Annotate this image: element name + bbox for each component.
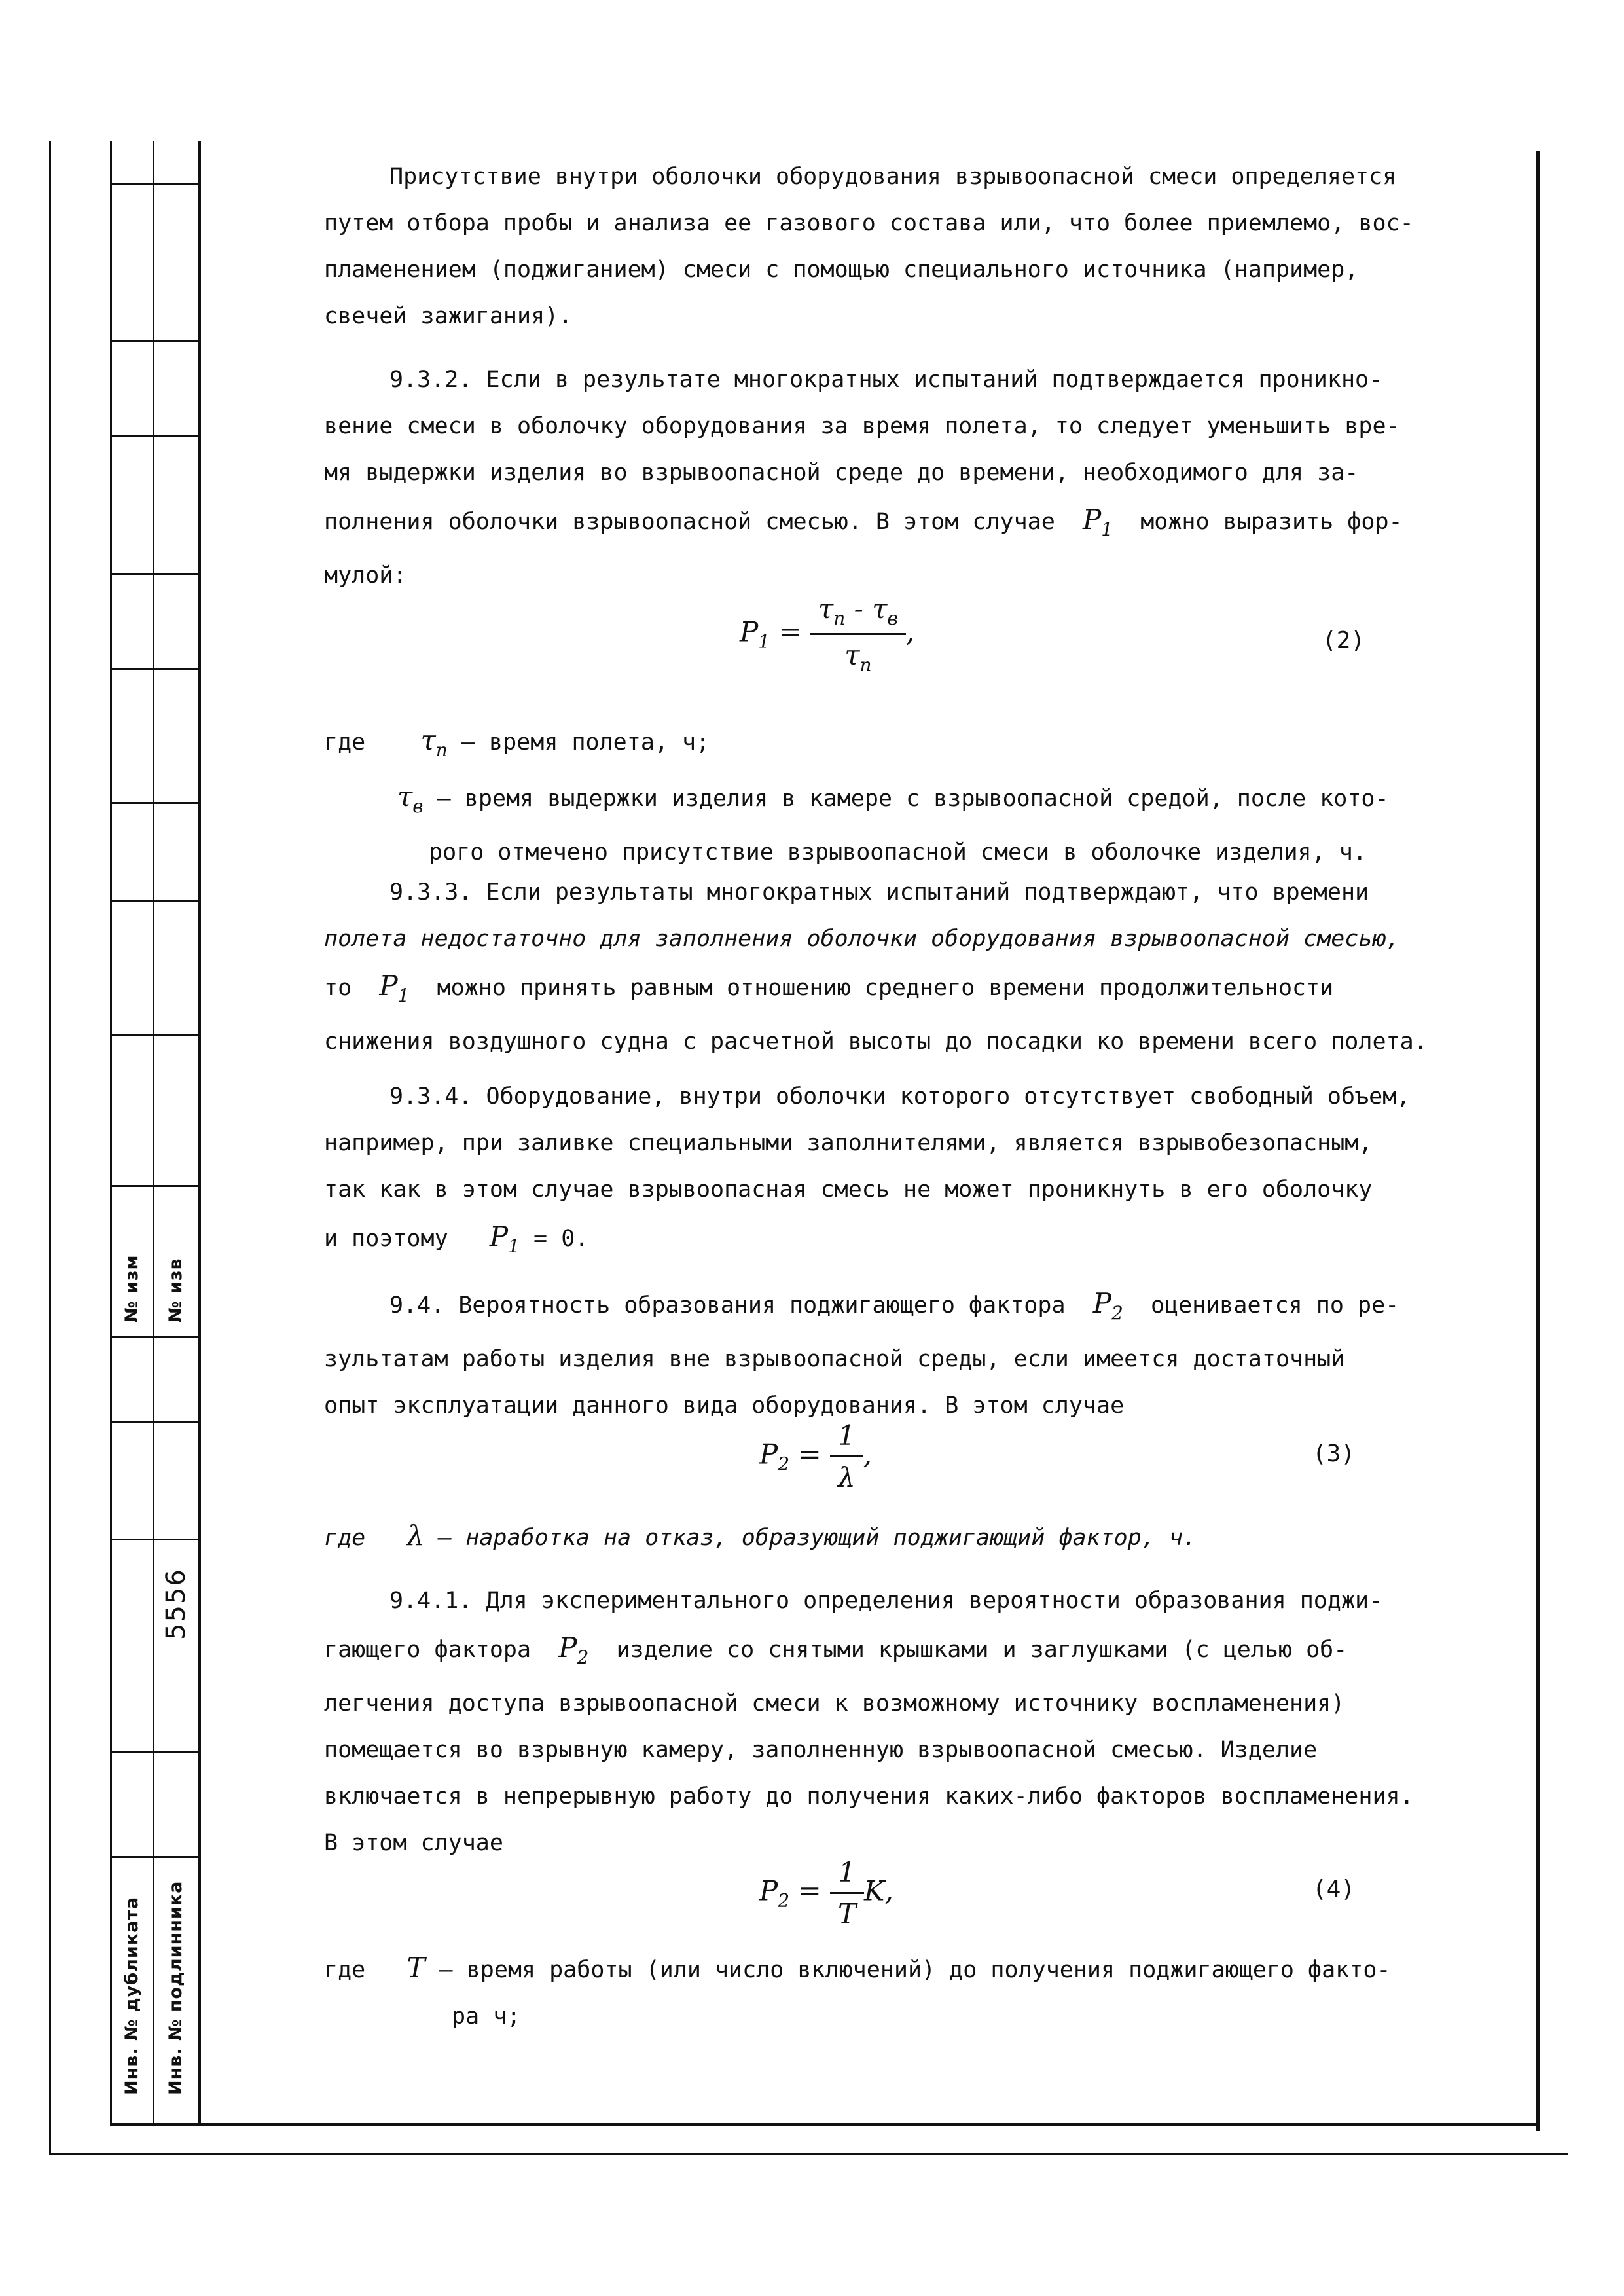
text-line: и поэтому $P_1 = 0$. [324,1220,589,1257]
paragraph-9-4-1 [324,1578,1483,1867]
text-line: $\tau_в$ – время выдержки изделия в камере с взрывоопасной средой, после кото- [397,780,1389,817]
paragraph-9-4 [324,1280,1483,1429]
text-line: снижения воздушного судна с расчетной высоты до посадки ко времени всего полета. [324,1029,1428,1055]
frame-left-line [49,141,51,2154]
stamp-row [110,802,200,804]
text-line: легчения доступа взрывоопасной смеси к возможному источнику воспламенения) [324,1690,1345,1717]
symbol-p2: $P_2$ [1092,1287,1123,1324]
text-line: где T – время работы (или число включений) до получения поджигающего факто- [324,1952,1391,1984]
paragraph-9-3-3 [324,869,1483,1065]
equation-3-fraction: $\frac{1}{\lambda}$ [830,1419,863,1493]
symbol-p1: $P_1$ [1082,503,1113,540]
paragraph-presence [324,154,1483,340]
text-line: так как в этом случае взрывоопасная смесь не может проникнуть в его оболочку [324,1176,1373,1203]
equation-4-fraction: $\frac{1}{T}$ [830,1856,864,1930]
stamp-inv-podlinnika-label: Инв. № подлинника [166,1880,186,2095]
stamp-row [110,1856,200,1858]
text-line: 9.4. Вероятность образования поджигающего фактора $P_2$ оценивается по ре- [389,1287,1399,1324]
text-line: помещается во взрывную камеру, заполненную взрывоопасной смесью. Изделие [324,1737,1318,1763]
text-line: вение смеси в оболочку оборудования за время полета, то следует уменьшить вре- [324,413,1400,439]
text-line: где $\tau_п$ – время полета, ч; [324,724,710,761]
stamp-row [110,668,200,670]
stamp-inv-dublikata-label: Инв. № дубликата [122,1896,142,2095]
frame-right-line [1536,151,1540,2131]
page-bottom-line [49,2153,1568,2155]
text-line: опыт эксплуатации данного вида оборудования. В этом случае [324,1393,1125,1419]
stamp-column [110,141,200,2124]
equation-2: $P_1$ = $\frac{\tau_п - \tau_в}{\tau_п}$ , [740,592,915,676]
text-line: полета недостаточно для заполнения оболочки оборудования взрывоопасной смесью, [324,926,1400,952]
text-line: гающего фактора $P_2$ изделие со снятыми крышками и заглушками (с целью об- [324,1631,1348,1668]
equation-3-number: (3) [1312,1440,1356,1467]
text-line: включается в непрерывную работу до получения каких-либо факторов воспламенения. [324,1783,1414,1810]
stamp-izm-label: № изм [122,1254,142,1322]
text-line: мулой: [324,562,407,589]
text-line: ра ч; [452,2003,521,2030]
text-line: В этом случае [324,1830,503,1856]
text-line: полнения оболочки взрывоопасной смесью. В этом случае $P_1$ можно выразить фор- [324,503,1403,540]
stamp-row [110,1336,200,1338]
text-line: где λ – наработка на отказ, образующий поджигающий фактор, ч. [324,1520,1197,1552]
stamp-row [110,183,200,185]
frame-bottom-line [110,2123,1540,2126]
stamp-row [110,1539,200,1540]
stamp-divider [153,141,154,2124]
text-line: мя выдержки изделия во взрывоопасной среде до времени, необходимого для за- [324,460,1359,486]
stamp-row [110,573,200,575]
text-line: 9.3.2. Если в результате многократных испытаний подтверждается проникно- [389,367,1383,393]
stamp-outer-left [110,141,112,2124]
text-line: зультатам работы изделия вне взрывоопасной среды, если имеется достаточный [324,1346,1345,1372]
stamp-row [110,900,200,902]
text-line: рого отмечено присутствие взрывоопасной смеси в оболочке изделия, ч. [429,839,1367,866]
stamp-row [110,435,200,437]
symbol-p1: $P_1$ [489,1220,520,1257]
equation-4-number: (4) [1312,1876,1356,1903]
text-line: 9.4.1. Для экспериментального определения вероятности образования поджи- [389,1588,1383,1614]
symbol-p2: $P_2$ [558,1631,589,1668]
symbol-p1: $P_1$ [379,970,410,1006]
equation-3: $P_2$ = $\frac{1}{\lambda}$ , [759,1419,873,1493]
text-line: 9.3.4. Оборудование, внутри оболочки которого отсутствует свободный объем, [389,1084,1411,1110]
text-line: пламенением (поджиганием) смеси с помощью специального источника (например, [324,257,1359,283]
stamp-row [110,2123,200,2124]
equation-2-fraction: $\frac{\tau_п - \tau_в}{\tau_п}$ [810,592,906,676]
paragraph-9-3-4 [324,1074,1483,1269]
text-line: свечей зажигания). [324,303,573,329]
where-block-2 [324,1512,1483,1561]
stamp-row [110,1034,200,1036]
text-line: путем отбора пробы и анализа ее газового состава или, что более приемлемо, вос- [324,210,1414,236]
stamp-row [110,340,200,342]
text-line: 9.3.3. Если результаты многократных испытаний подтверждают, что времени [389,879,1369,905]
text-line: то $P_1$ можно принять равным отношению среднего времени продолжительности [324,970,1334,1006]
stamp-row [110,1185,200,1187]
stamp-inv-number: 5556 [161,1568,191,1640]
where-block-1 [324,717,1483,876]
paragraph-9-3-2 [324,357,1483,599]
equation-2-number: (2) [1322,627,1365,654]
equation-4: $P_2$ = $\frac{1}{T}$ K, [759,1856,893,1930]
stamp-izv-label: № изв [166,1258,186,1322]
stamp-row [110,1421,200,1423]
stamp-outer-right [198,141,201,2124]
where-block-3 [324,1944,1483,2040]
stamp-row [110,1751,200,1753]
text-line: например, при заливке специальными заполнителями, является взрывобезопасным, [324,1130,1373,1156]
text-line: Присутствие внутри оболочки оборудования взрывоопасной смеси определяется [389,164,1397,190]
